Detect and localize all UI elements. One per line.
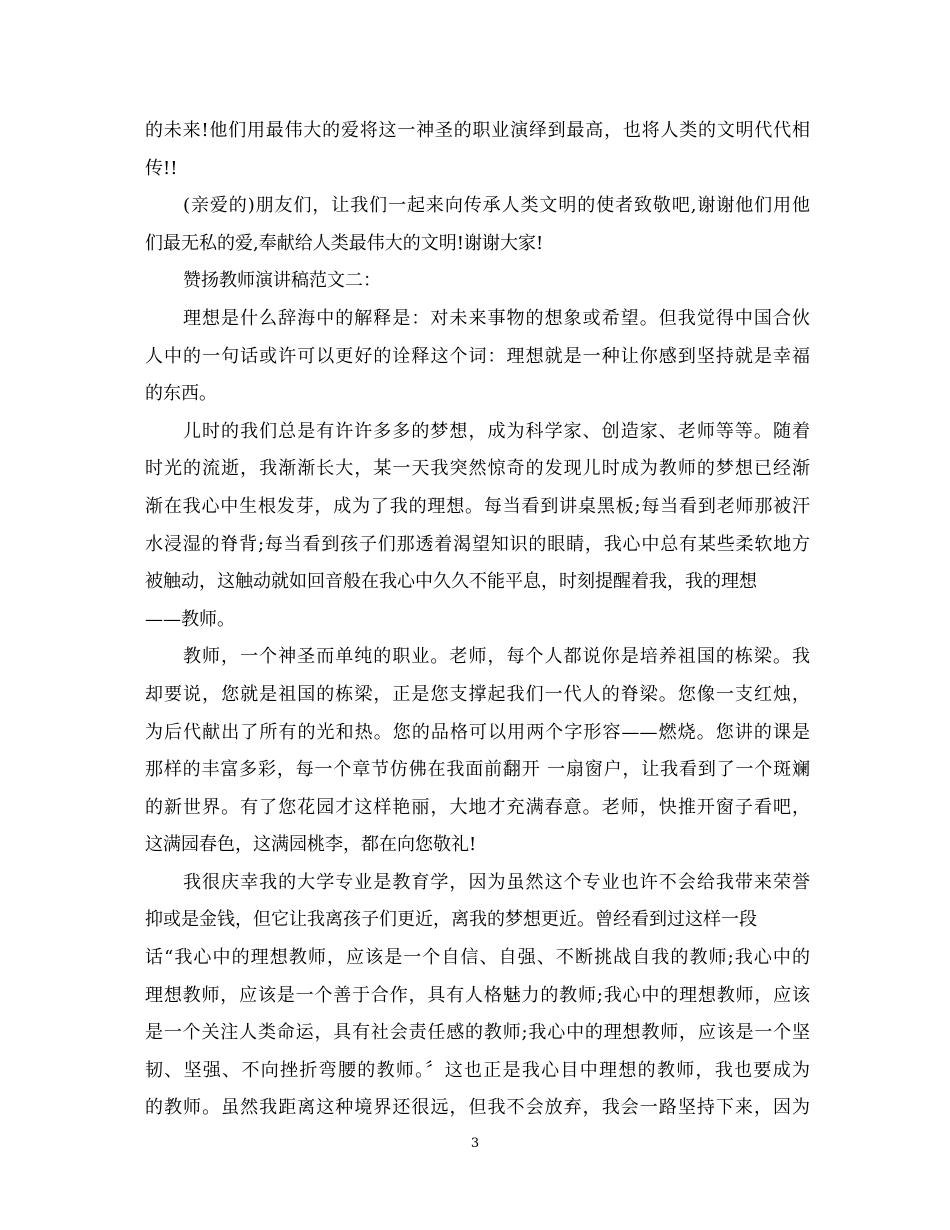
text-line: 水浸湿的脊背;每当看到孩子们那透着渴望知识的眼睛，我心中总有某些柔软地方 [145,533,810,555]
text-line: 的未来!他们用最伟大的爱将这一神圣的职业演绎到最高，也将人类的文明代代相 [145,120,810,141]
text-line: 抑或是金钱，但它让我离孩子们更近，离我的梦想更近。曾经看到过这样一段 [145,909,757,931]
text-line: 渐在我心中生根发芽，成为了我的理想。每当看到讲桌黑板;每当看到老师那被汗 [145,495,810,517]
text-line: 教师，一个神圣而单纯的职业。老师，每个人都说你是培养祖国的栋梁。我 [183,646,810,668]
document-body [145,112,810,1127]
text-line: 这满园春色，这满园桃李，都在向您敬礼! [145,834,477,856]
text-line: 话“我心中的理想教师，应该是一个自信、自强、不断挑战自我的教师;我心中的 [145,947,810,969]
text-line: 赞扬教师演讲稿范文二： [183,270,381,292]
text-line: 是一个关注人类命运，具有社会责任感的教师;我心中的理想教师，应该是一个坚 [145,1022,810,1044]
text-line: 传!! [145,157,178,179]
text-line: 人中的一句话或许可以更好的诠释这个词：理想就是一种让你感到坚持就是幸福 [145,345,810,367]
text-line: 儿时的我们总是有许许多多的梦想，成为科学家、创造家、老师等等。随着 [183,420,810,442]
text-line: 的教师。虽然我距离这种境界还很远，但我不会放弃，我会一路坚持下来，因为 [145,1097,810,1119]
text-line: 为后代献出了所有的光和热。您的品格可以用两个字形容——燃烧。您讲的课是 [145,721,810,743]
page-number: 3 [470,1136,480,1151]
text-line: 那样的丰富多彩，每一个章节仿佛在我面前翻开 一扇窗户，让我看到了一个斑斓 [145,759,810,781]
text-line: 却要说，您就是祖国的栋梁，正是您支撑起我们一代人的脊梁。您像一支红烛， [145,683,810,705]
text-line: 理想是什么辞海中的解释是：对未来事物的想象或希望。但我觉得中国合伙 [183,307,810,329]
text-line: 被触动，这触动就如回音般在我心中久久不能平息，时刻提醒着我，我的理想 [145,571,757,593]
text-line: 时光的流逝，我渐渐长大，某一天我突然惊奇的发现儿时成为教师的梦想已经渐 [145,458,810,480]
text-line: 的东西。 [145,383,217,405]
text-line: 们最无私的爱,奉献给人类最伟大的文明!谢谢大家! [145,232,544,254]
text-line: ——教师。 [145,608,235,630]
text-line: 的新世界。有了您花园才这样艳丽，大地才充满春意。老师，快推开窗子看吧， [145,796,810,818]
text-line: 韧、坚强、不向挫折弯腰的教师。〞这也正是我心目中理想的教师，我也要成为 [145,1059,810,1081]
text-line: 理想教师，应该是一个善于合作，具有人格魅力的教师;我心中的理想教师，应该 [145,984,810,1006]
text-line: 我很庆幸我的大学专业是教育学，因为虽然这个专业也许不会给我带来荣誉 [183,871,810,893]
text-line: (亲爱的)朋友们，让我们一起来向传承人类文明的使者致敬吧,谢谢他们用他 [183,195,810,217]
